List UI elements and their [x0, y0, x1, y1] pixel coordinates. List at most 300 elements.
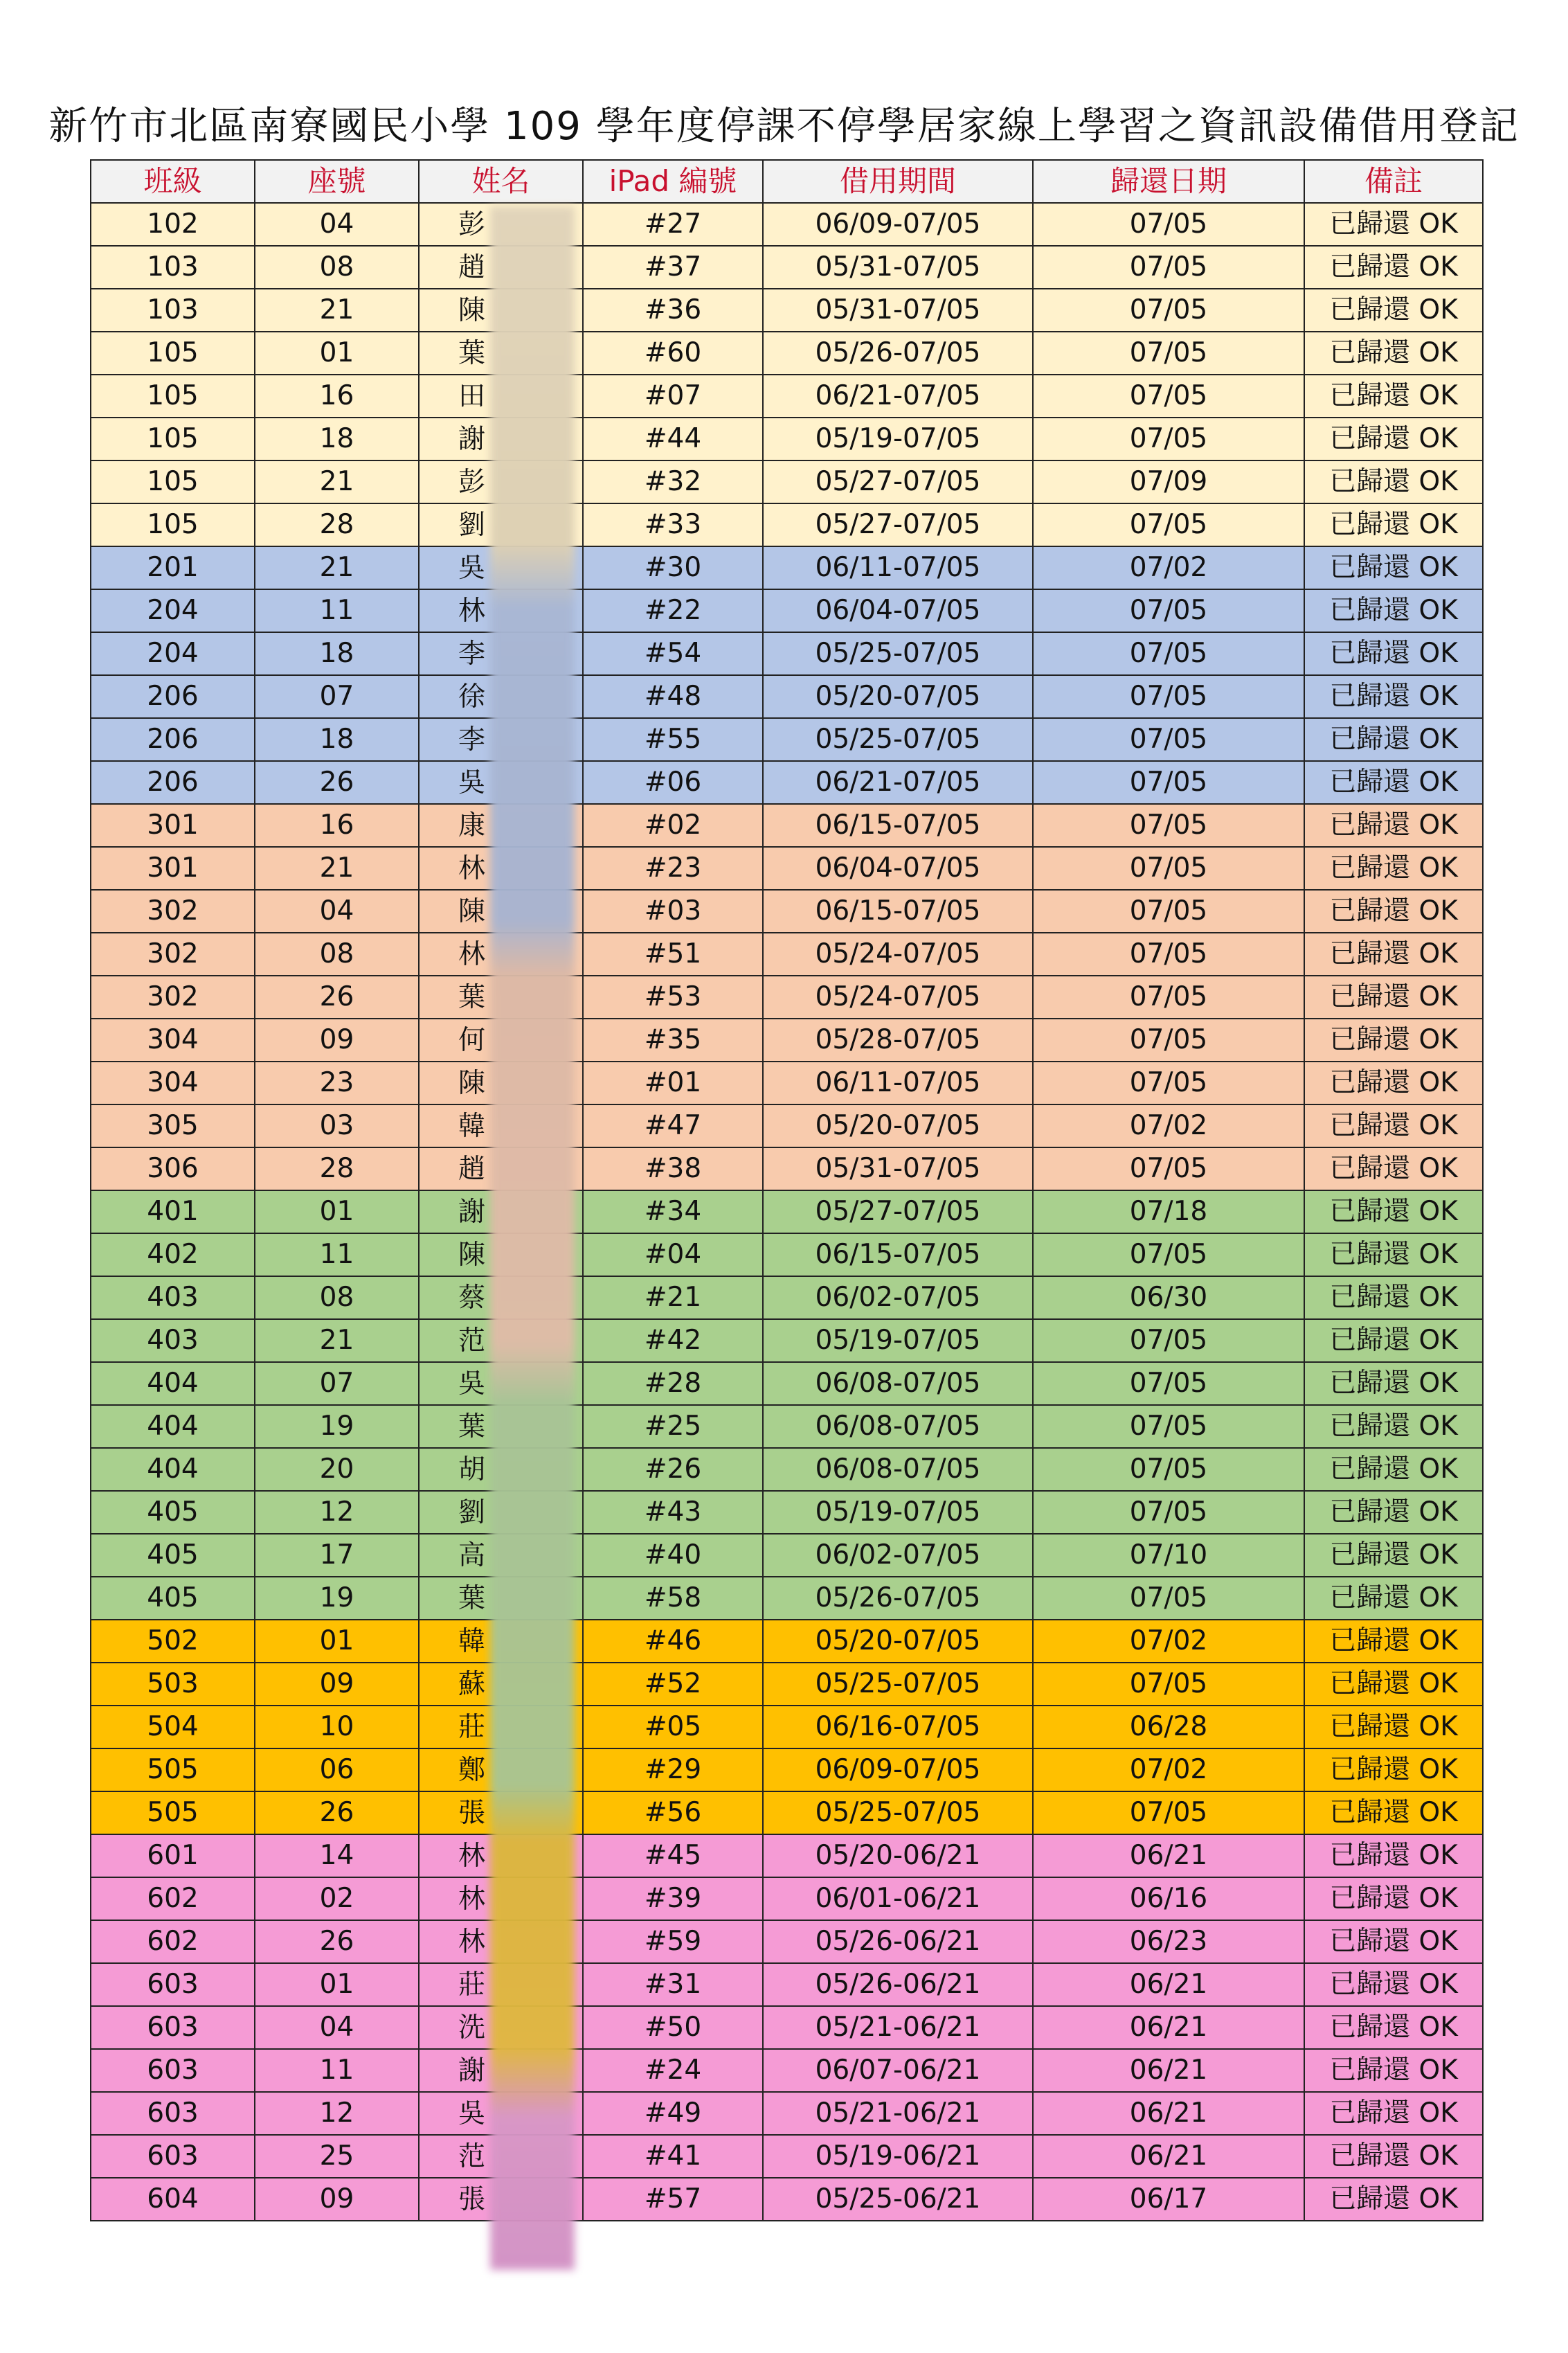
note-cell: 已歸還 OK: [1304, 1019, 1483, 1062]
period-cell: 05/25-07/05: [763, 632, 1033, 675]
table-row: [91, 246, 1483, 289]
period-cell: 05/20-06/21: [763, 1834, 1033, 1877]
seat-cell: 16: [255, 375, 419, 418]
seat-cell: 26: [255, 976, 419, 1019]
note-cell: 已歸還 OK: [1304, 1877, 1483, 1920]
period-cell: 05/27-07/05: [763, 460, 1033, 503]
period-cell: 05/28-07/05: [763, 1019, 1033, 1062]
returned-cell: 07/05: [1033, 332, 1304, 375]
student-name: 胡: [458, 1453, 486, 1485]
student-name: 劉: [458, 1496, 486, 1528]
table-row: [91, 847, 1483, 890]
student-name: 陳: [458, 1239, 486, 1271]
seat-cell: 04: [255, 203, 419, 246]
student-name: 韓: [458, 1625, 486, 1657]
returned-cell: 07/05: [1033, 503, 1304, 546]
note-cell: 已歸還 OK: [1304, 2049, 1483, 2092]
student-name: 鄭: [458, 1754, 486, 1786]
class-cell: 601: [91, 1834, 255, 1877]
student-name: 謝: [458, 2055, 486, 2086]
ipad-cell: #33: [583, 503, 763, 546]
name-redaction-blur: [490, 206, 575, 2270]
ipad-cell: #01: [583, 1062, 763, 1104]
table-row: [91, 718, 1483, 761]
student-name: 趙: [458, 1153, 486, 1185]
student-name: 彭: [458, 466, 486, 498]
table-row: [91, 1534, 1483, 1577]
returned-cell: 06/21: [1033, 1834, 1304, 1877]
seat-cell: 19: [255, 1405, 419, 1448]
ipad-cell: #29: [583, 1748, 763, 1791]
header-ipad: iPad 編號: [583, 160, 763, 203]
student-name: 蔡: [458, 1282, 486, 1314]
student-name: 范: [458, 1325, 486, 1357]
returned-cell: 06/30: [1033, 1276, 1304, 1319]
period-cell: 05/25-07/05: [763, 1791, 1033, 1834]
student-name: 徐: [458, 681, 486, 713]
note-cell: 已歸還 OK: [1304, 675, 1483, 718]
seat-cell: 18: [255, 418, 419, 460]
returned-cell: 07/05: [1033, 1577, 1304, 1620]
header-returned: 歸還日期: [1033, 160, 1304, 203]
table-row: [91, 890, 1483, 933]
table-row: [91, 675, 1483, 718]
returned-cell: 06/21: [1033, 2006, 1304, 2049]
seat-cell: 11: [255, 1233, 419, 1276]
header-period: 借用期間: [763, 160, 1033, 203]
returned-cell: 07/05: [1033, 1791, 1304, 1834]
ipad-cell: #36: [583, 289, 763, 332]
class-cell: 502: [91, 1620, 255, 1663]
class-cell: 404: [91, 1405, 255, 1448]
seat-cell: 12: [255, 2092, 419, 2135]
seat-cell: 16: [255, 804, 419, 847]
returned-cell: 07/05: [1033, 718, 1304, 761]
seat-cell: 21: [255, 847, 419, 890]
table-row: [91, 1362, 1483, 1405]
class-cell: 105: [91, 375, 255, 418]
note-cell: 已歸還 OK: [1304, 1834, 1483, 1877]
period-cell: 06/15-07/05: [763, 890, 1033, 933]
class-cell: 204: [91, 589, 255, 632]
returned-cell: 07/05: [1033, 1233, 1304, 1276]
ipad-cell: #42: [583, 1319, 763, 1362]
class-cell: 103: [91, 246, 255, 289]
period-cell: 05/21-06/21: [763, 2006, 1033, 2049]
class-cell: 206: [91, 675, 255, 718]
ipad-cell: #30: [583, 546, 763, 589]
student-name: 韓: [458, 1110, 486, 1142]
period-cell: 06/09-07/05: [763, 203, 1033, 246]
note-cell: 已歸還 OK: [1304, 1405, 1483, 1448]
note-cell: 已歸還 OK: [1304, 1362, 1483, 1405]
table-row: [91, 1748, 1483, 1791]
table-row: [91, 1019, 1483, 1062]
note-cell: 已歸還 OK: [1304, 1276, 1483, 1319]
student-name: 林: [458, 1926, 486, 1958]
seat-cell: 21: [255, 1319, 419, 1362]
student-name: 林: [458, 1840, 486, 1872]
note-cell: 已歸還 OK: [1304, 1104, 1483, 1147]
seat-cell: 21: [255, 546, 419, 589]
class-cell: 206: [91, 718, 255, 761]
seat-cell: 04: [255, 890, 419, 933]
period-cell: 06/02-07/05: [763, 1534, 1033, 1577]
class-cell: 204: [91, 632, 255, 675]
class-cell: 405: [91, 1491, 255, 1534]
seat-cell: 26: [255, 761, 419, 804]
student-name: 莊: [458, 1969, 486, 2001]
period-cell: 05/31-07/05: [763, 246, 1033, 289]
table-row: [91, 2049, 1483, 2092]
class-cell: 603: [91, 1963, 255, 2006]
class-cell: 302: [91, 933, 255, 976]
student-name: 彭: [458, 208, 486, 240]
table-row: [91, 1405, 1483, 1448]
ipad-cell: #59: [583, 1920, 763, 1963]
period-cell: 05/19-07/05: [763, 418, 1033, 460]
note-cell: 已歸還 OK: [1304, 1062, 1483, 1104]
note-cell: 已歸還 OK: [1304, 203, 1483, 246]
class-cell: 105: [91, 460, 255, 503]
table-row: [91, 2178, 1483, 2221]
class-cell: 404: [91, 1362, 255, 1405]
returned-cell: 07/02: [1033, 546, 1304, 589]
returned-cell: 07/05: [1033, 976, 1304, 1019]
returned-cell: 06/21: [1033, 2049, 1304, 2092]
table-row: [91, 632, 1483, 675]
class-cell: 304: [91, 1062, 255, 1104]
student-name: 葉: [458, 337, 486, 369]
table-row: [91, 289, 1483, 332]
student-name: 蘇: [458, 1668, 486, 1700]
seat-cell: 01: [255, 1963, 419, 2006]
period-cell: 06/08-07/05: [763, 1362, 1033, 1405]
table-row: [91, 1319, 1483, 1362]
table-row: [91, 1147, 1483, 1190]
ipad-cell: #05: [583, 1706, 763, 1748]
class-cell: 103: [91, 289, 255, 332]
class-cell: 401: [91, 1190, 255, 1233]
student-name: 林: [458, 1883, 486, 1915]
seat-cell: 18: [255, 718, 419, 761]
returned-cell: 07/05: [1033, 804, 1304, 847]
returned-cell: 06/21: [1033, 2135, 1304, 2178]
ipad-cell: #49: [583, 2092, 763, 2135]
seat-cell: 01: [255, 1620, 419, 1663]
seat-cell: 08: [255, 246, 419, 289]
ipad-cell: #27: [583, 203, 763, 246]
header-seat: 座號: [255, 160, 419, 203]
returned-cell: 07/02: [1033, 1620, 1304, 1663]
table-row: [91, 933, 1483, 976]
returned-cell: 07/05: [1033, 1319, 1304, 1362]
class-cell: 603: [91, 2006, 255, 2049]
returned-cell: 07/10: [1033, 1534, 1304, 1577]
ipad-cell: #04: [583, 1233, 763, 1276]
student-name: 吳: [458, 1368, 486, 1399]
note-cell: 已歸還 OK: [1304, 761, 1483, 804]
class-cell: 105: [91, 332, 255, 375]
student-name: 陳: [458, 895, 486, 927]
note-cell: 已歸還 OK: [1304, 2135, 1483, 2178]
class-cell: 405: [91, 1534, 255, 1577]
class-cell: 102: [91, 203, 255, 246]
seat-cell: 06: [255, 1748, 419, 1791]
period-cell: 06/04-07/05: [763, 847, 1033, 890]
ipad-cell: #56: [583, 1791, 763, 1834]
period-cell: 05/19-06/21: [763, 2135, 1033, 2178]
note-cell: 已歸還 OK: [1304, 418, 1483, 460]
class-cell: 304: [91, 1019, 255, 1062]
table-row: [91, 418, 1483, 460]
table-row: [91, 546, 1483, 589]
returned-cell: 07/05: [1033, 890, 1304, 933]
student-name: 林: [458, 852, 486, 884]
seat-cell: 07: [255, 1362, 419, 1405]
seat-cell: 26: [255, 1791, 419, 1834]
ipad-cell: #40: [583, 1534, 763, 1577]
period-cell: 06/21-07/05: [763, 761, 1033, 804]
class-cell: 405: [91, 1577, 255, 1620]
returned-cell: 07/05: [1033, 1491, 1304, 1534]
note-cell: 已歸還 OK: [1304, 890, 1483, 933]
student-name: 高: [458, 1539, 486, 1571]
returned-cell: 07/02: [1033, 1104, 1304, 1147]
student-name: 張: [458, 2183, 486, 2215]
header-row: [91, 160, 1483, 203]
returned-cell: 06/28: [1033, 1706, 1304, 1748]
note-cell: 已歸還 OK: [1304, 1706, 1483, 1748]
note-cell: 已歸還 OK: [1304, 589, 1483, 632]
table-row: [91, 1791, 1483, 1834]
seat-cell: 12: [255, 1491, 419, 1534]
note-cell: 已歸還 OK: [1304, 289, 1483, 332]
period-cell: 05/27-07/05: [763, 1190, 1033, 1233]
document-title: 新竹市北區南寮國民小學 109 學年度停課不停學居家線上學習之資訊設備借用登記: [48, 104, 1520, 149]
class-cell: 505: [91, 1791, 255, 1834]
table-row: [91, 1963, 1483, 2006]
period-cell: 06/08-07/05: [763, 1448, 1033, 1491]
note-cell: 已歸還 OK: [1304, 1663, 1483, 1706]
seat-cell: 09: [255, 2178, 419, 2221]
note-cell: 已歸還 OK: [1304, 1577, 1483, 1620]
table-row: [91, 2135, 1483, 2178]
ipad-cell: #24: [583, 2049, 763, 2092]
class-cell: 603: [91, 2049, 255, 2092]
table-row: [91, 976, 1483, 1019]
period-cell: 05/24-07/05: [763, 933, 1033, 976]
student-name: 吳: [458, 767, 486, 798]
seat-cell: 18: [255, 632, 419, 675]
note-cell: 已歸還 OK: [1304, 2092, 1483, 2135]
ipad-cell: #28: [583, 1362, 763, 1405]
seat-cell: 21: [255, 289, 419, 332]
note-cell: 已歸還 OK: [1304, 1534, 1483, 1577]
period-cell: 05/26-07/05: [763, 332, 1033, 375]
table-row: [91, 804, 1483, 847]
table-row: [91, 1233, 1483, 1276]
class-cell: 604: [91, 2178, 255, 2221]
table-row: [91, 1448, 1483, 1491]
ipad-cell: #23: [583, 847, 763, 890]
note-cell: 已歸還 OK: [1304, 718, 1483, 761]
table-row: [91, 460, 1483, 503]
period-cell: 06/02-07/05: [763, 1276, 1033, 1319]
note-cell: 已歸還 OK: [1304, 1233, 1483, 1276]
note-cell: 已歸還 OK: [1304, 847, 1483, 890]
period-cell: 05/25-06/21: [763, 2178, 1033, 2221]
table-row: [91, 1834, 1483, 1877]
ipad-cell: #44: [583, 418, 763, 460]
period-cell: 05/26-07/05: [763, 1577, 1033, 1620]
period-cell: 05/25-07/05: [763, 1663, 1033, 1706]
student-name: 葉: [458, 1582, 486, 1614]
student-name: 吳: [458, 552, 486, 584]
class-cell: 603: [91, 2135, 255, 2178]
student-name: 田: [458, 380, 486, 412]
table-row: [91, 1663, 1483, 1706]
returned-cell: 07/05: [1033, 1062, 1304, 1104]
period-cell: 06/15-07/05: [763, 1233, 1033, 1276]
student-name: 李: [458, 638, 486, 670]
class-cell: 201: [91, 546, 255, 589]
ipad-cell: #34: [583, 1190, 763, 1233]
seat-cell: 09: [255, 1663, 419, 1706]
seat-cell: 14: [255, 1834, 419, 1877]
period-cell: 05/31-07/05: [763, 289, 1033, 332]
student-name: 葉: [458, 1411, 486, 1442]
device-loan-table: [90, 159, 1484, 2221]
returned-cell: 07/05: [1033, 847, 1304, 890]
class-cell: 404: [91, 1448, 255, 1491]
period-cell: 06/07-06/21: [763, 2049, 1033, 2092]
student-name: 張: [458, 1797, 486, 1829]
note-cell: 已歸還 OK: [1304, 1791, 1483, 1834]
returned-cell: 07/05: [1033, 1147, 1304, 1190]
returned-cell: 07/05: [1033, 375, 1304, 418]
student-name: 趙: [458, 251, 486, 283]
class-cell: 504: [91, 1706, 255, 1748]
note-cell: 已歸還 OK: [1304, 632, 1483, 675]
student-name: 李: [458, 724, 486, 755]
student-name: 劉: [458, 509, 486, 541]
class-cell: 302: [91, 976, 255, 1019]
ipad-cell: #55: [583, 718, 763, 761]
student-name: 陳: [458, 1067, 486, 1099]
note-cell: 已歸還 OK: [1304, 1620, 1483, 1663]
note-cell: 已歸還 OK: [1304, 1319, 1483, 1362]
student-name: 林: [458, 595, 486, 627]
header-class: 班級: [91, 160, 255, 203]
header-note: 備註: [1304, 160, 1483, 203]
note-cell: 已歸還 OK: [1304, 332, 1483, 375]
returned-cell: 07/05: [1033, 246, 1304, 289]
period-cell: 06/16-07/05: [763, 1706, 1033, 1748]
seat-cell: 01: [255, 332, 419, 375]
note-cell: 已歸還 OK: [1304, 804, 1483, 847]
period-cell: 05/20-07/05: [763, 1620, 1033, 1663]
returned-cell: 07/05: [1033, 1405, 1304, 1448]
class-cell: 305: [91, 1104, 255, 1147]
note-cell: 已歸還 OK: [1304, 546, 1483, 589]
student-name: 林: [458, 938, 486, 970]
returned-cell: 07/05: [1033, 933, 1304, 976]
period-cell: 06/11-07/05: [763, 1062, 1033, 1104]
class-cell: 403: [91, 1319, 255, 1362]
class-cell: 301: [91, 804, 255, 847]
note-cell: 已歸還 OK: [1304, 1963, 1483, 2006]
table-row: [91, 375, 1483, 418]
table-row: [91, 203, 1483, 246]
ipad-cell: #02: [583, 804, 763, 847]
ipad-cell: #06: [583, 761, 763, 804]
seat-cell: 17: [255, 1534, 419, 1577]
returned-cell: 07/05: [1033, 675, 1304, 718]
seat-cell: 02: [255, 1877, 419, 1920]
class-cell: 306: [91, 1147, 255, 1190]
ipad-cell: #37: [583, 246, 763, 289]
period-cell: 06/09-07/05: [763, 1748, 1033, 1791]
class-cell: 603: [91, 2092, 255, 2135]
table-row: [91, 1577, 1483, 1620]
table-row: [91, 1877, 1483, 1920]
student-name: 何: [458, 1024, 486, 1056]
ipad-cell: #57: [583, 2178, 763, 2221]
period-cell: 05/19-07/05: [763, 1491, 1033, 1534]
note-cell: 已歸還 OK: [1304, 2006, 1483, 2049]
note-cell: 已歸還 OK: [1304, 246, 1483, 289]
ipad-cell: #03: [583, 890, 763, 933]
student-name: 吳: [458, 2097, 486, 2129]
seat-cell: 08: [255, 933, 419, 976]
note-cell: 已歸還 OK: [1304, 375, 1483, 418]
class-cell: 503: [91, 1663, 255, 1706]
ipad-cell: #07: [583, 375, 763, 418]
header-name: 姓名: [419, 160, 583, 203]
ipad-cell: #25: [583, 1405, 763, 1448]
period-cell: 05/25-07/05: [763, 718, 1033, 761]
note-cell: 已歸還 OK: [1304, 460, 1483, 503]
period-cell: 05/19-07/05: [763, 1319, 1033, 1362]
seat-cell: 28: [255, 1147, 419, 1190]
ipad-cell: #35: [583, 1019, 763, 1062]
class-cell: 302: [91, 890, 255, 933]
ipad-cell: #39: [583, 1877, 763, 1920]
returned-cell: 07/05: [1033, 1448, 1304, 1491]
returned-cell: 07/18: [1033, 1190, 1304, 1233]
period-cell: 05/31-07/05: [763, 1147, 1033, 1190]
seat-cell: 25: [255, 2135, 419, 2178]
returned-cell: 06/21: [1033, 2092, 1304, 2135]
seat-cell: 19: [255, 1577, 419, 1620]
table-row: [91, 589, 1483, 632]
student-name: 康: [458, 809, 486, 841]
returned-cell: 07/05: [1033, 1019, 1304, 1062]
note-cell: 已歸還 OK: [1304, 1448, 1483, 1491]
returned-cell: 07/05: [1033, 289, 1304, 332]
ipad-cell: #22: [583, 589, 763, 632]
student-name: 葉: [458, 981, 486, 1013]
seat-cell: 26: [255, 1920, 419, 1963]
class-cell: 402: [91, 1233, 255, 1276]
note-cell: 已歸還 OK: [1304, 1920, 1483, 1963]
returned-cell: 07/05: [1033, 418, 1304, 460]
table-row: [91, 2092, 1483, 2135]
ipad-cell: #58: [583, 1577, 763, 1620]
returned-cell: 07/05: [1033, 761, 1304, 804]
seat-cell: 01: [255, 1190, 419, 1233]
